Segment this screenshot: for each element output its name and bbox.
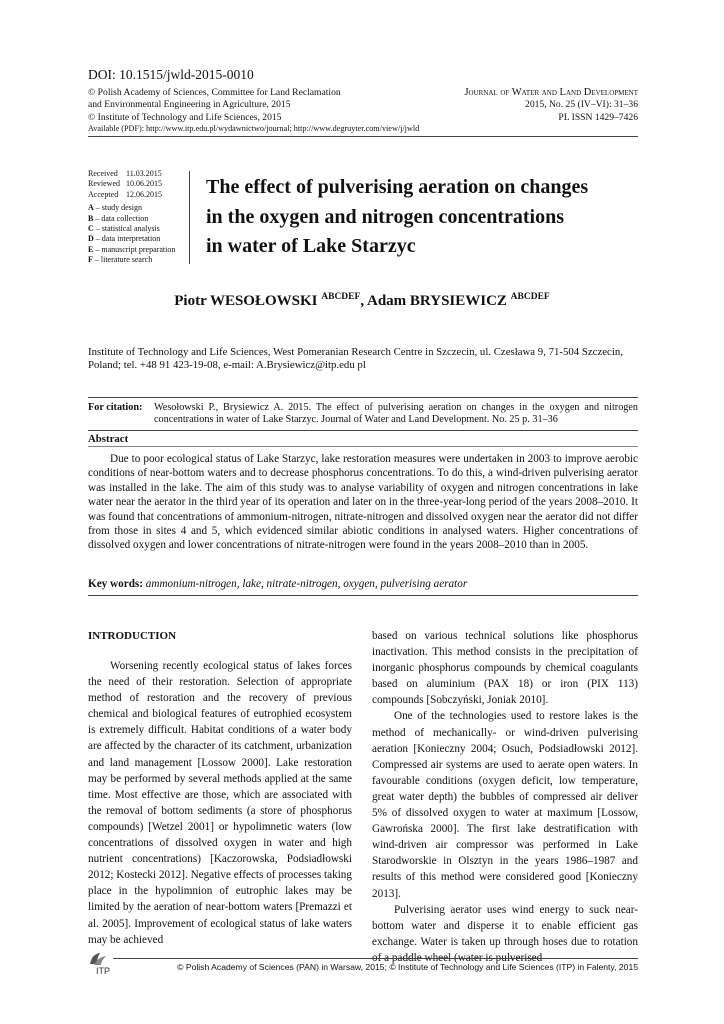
copyright-line: © Polish Academy of Sciences, Committee for Land Reclamation: [88, 87, 341, 98]
footer-divider: [113, 958, 638, 959]
contribution-text: – manuscript preparation: [93, 244, 176, 254]
citation-label: For citation:: [88, 402, 143, 413]
authors: [0, 292, 724, 310]
author-separator: ,: [360, 293, 367, 309]
article-title: [206, 173, 636, 262]
paragraph: Pulverising aerator uses wind energy to suck near-bottom water and disperse it to enable efficient gas exchange. Water is taken up through hoses due to rotation of a paddle wheel (water is pulverised: [372, 903, 638, 964]
footer-text: © Polish Academy of Sciences (PAN) in Warsaw, 2015; © Institute of Technology and Life Sciences (ITP) in Falenty, 2015: [177, 962, 638, 972]
author-name: Adam BRYSIEWICZ: [367, 293, 507, 309]
itp-logo-icon: [88, 950, 118, 976]
abstract-heading: Abstract: [88, 433, 129, 445]
journal-issn: PL ISSN 1429–7426: [558, 111, 638, 123]
history-date-label: Accepted: [88, 189, 119, 199]
keywords-text: ammonium-nitrogen, lake, nitrate-nitrogen, oxygen, pulverising aerator: [145, 578, 468, 590]
contribution-text: – data collection: [93, 213, 149, 223]
history-date: [88, 179, 188, 189]
citation-text: Wesołowski P., Brysiewicz A. 2015. The effect of pulverising aeration on changes in the oxygen and nitrogen concentrations in water of Lake Starzyc. Journal of Water and Land Development. No. 25 p. 31–36: [154, 402, 638, 426]
contribution-text: – literature search: [92, 255, 153, 265]
section-heading: INTRODUCTION: [88, 630, 177, 642]
journal-block: [358, 87, 638, 124]
article-history: [88, 169, 188, 266]
paragraph: One of the technologies used to restore lakes is the method of mechanically- or wind-driven pulverising aeration [Konieczny 2004; Osuch, Podsiadłowski 2012]. Compressed air systems are used to aerate open waters. In favourable conditions (oxygen deficit, low temperature, great water depth) the bubbles of compressed air deliver 5% of dissolved oxygen to water at maximum [Lossow, Gawrońska 2000]. The first lake destratification with wind-driven air compressor was performed in Lake Starodworskie in Olsztyn in the years 1986–1987 and results of this method were considered good [Konieczny 2013].: [372, 710, 638, 900]
paragraph: based on various technical solutions like phosphorus inactivation. This method consists in the precipitation of inorganic phosphorus compounds by chemical coagulants based on aluminium (PAX 18) or iron (PIX 113) compounds [Sobczyński, Joniak 2010].: [372, 630, 638, 707]
contribution-item: [88, 214, 188, 224]
contribution-item: [88, 203, 188, 213]
contribution-key: A: [88, 203, 94, 213]
contribution-text: – statistical analysis: [93, 224, 160, 234]
doi: DOI: 10.1515/jwld-2015-0010: [88, 67, 254, 82]
contribution-key: F: [88, 255, 93, 265]
copyright-line: and Environmental Engineering in Agriculture, 2015: [88, 99, 291, 111]
paragraph: Worsening recently ecological status of lakes forces the need of their restoration. Selection of appropriate method of restoration and the recovery of previous chemical and biological features of eutrophied ecosystem is extremely difficult. Habitat conditions of a water body are affected by the character of its catchment, urbanization and land management [Lossow 2000]. Lake restoration may be performed by several methods applied at the same time. Most effective are those, which are associated with the removal of bottom sediments (a store of phosphorus compounds) [Wetzel 2001] or hypolimnetic waters (low concentrations of dissolved oxygen in water and high nutrient concentrations) [Kaczorowska, Podsiadłowski 2012; Kostecki 2012]. Negative effects of processes taking place in the hypolimnion of eutrophic lakes may be limited by the aeration of near-bottom waters [Premazzi et al. 2005]. Improvement of ecological status of lake waters may be achieved: [88, 660, 352, 946]
contribution-key: E: [88, 244, 94, 254]
contribution-text: – study design: [93, 203, 143, 213]
header-divider: [88, 136, 638, 137]
intro-right-column: [372, 628, 638, 966]
keywords-label: Key words:: [88, 578, 143, 590]
copyright-block: [88, 87, 388, 124]
logo-text: ITP: [96, 966, 111, 976]
author-contribution: ABCDEF: [321, 292, 361, 302]
abstract-text: Due to poor ecological status of Lake Starzyc, lake restoration measures were undertaken in 2003 to improve aerobic conditions of near-bottom waters and to decrease phosphorus concentrations. To do this, a wind-driven pulverising aerator was installed in the lake. The aim of this study was to analyse variability of oxygen and nitrogen concentrations in lake water near the aerator in the third year of its operation and later on in the three-year-long period of the years 2008–2010. It was found that concentrations of ammonium-nitrogen, nitrate-nitrogen and dissolved oxygen near the aerator did not differ from those in sites 4 and 5, which evidenced similar abiotic conditions in analysed waters. Higher concentrations of dissolved oxygen and lower concentrations of nitrate-nitrogen were found in the years 2008–2010 than in 2005.: [88, 453, 638, 552]
title-line: The effect of pulverising aeration on changes: [206, 176, 589, 198]
contribution-item: [88, 234, 188, 244]
keywords: [88, 578, 640, 590]
affiliation: Institute of Technology and Life Sciences, West Pomeranian Research Centre in Szczecin, ul. Czesława 9, 71-504 Szczecin, Poland; tel. +48 91 423-19-08, e-mail: A.Brysiewicz@itp.edu pl: [88, 346, 623, 372]
intro-left-column: [88, 658, 352, 948]
history-date-label: Received: [88, 169, 118, 178]
history-date-value: 11.03.2015: [126, 169, 162, 178]
title-line: in water of Lake Starzyc: [206, 235, 416, 257]
contribution-item: [88, 224, 188, 234]
contribution-item: [88, 255, 188, 265]
citation-divider: [88, 397, 638, 398]
contribution-key: D: [88, 234, 94, 244]
side-divider: [189, 171, 190, 264]
abstract-underline: [88, 446, 638, 447]
keywords-divider: [88, 595, 638, 596]
contribution-key: C: [88, 224, 94, 234]
contribution-text: – data interpretation: [93, 234, 161, 244]
author-name: Piotr WESOŁOWSKI: [174, 293, 318, 309]
abstract-divider: [88, 430, 638, 431]
availability-line: Available (PDF): http://www.itp.edu.pl/wydawnictwo/journal; http://www.degruyter.com/view/j/jwld: [88, 124, 420, 133]
contribution-key: B: [88, 213, 94, 223]
history-date-label: Reviewed: [88, 179, 120, 189]
history-date-value: 12.06.2015: [126, 189, 162, 199]
contribution-item: [88, 245, 188, 255]
title-line: in the oxygen and nitrogen concentrations: [206, 205, 564, 228]
copyright-line: © Institute of Technology and Life Sciences, 2015: [88, 111, 282, 123]
journal-issue: 2015, No. 25 (IV–VI): 31–36: [525, 99, 638, 111]
author-contribution: ABCDEF: [510, 292, 550, 302]
journal-title: Journal of Water and Land Development: [464, 87, 638, 98]
history-date: [88, 169, 188, 179]
history-date: [88, 190, 188, 200]
history-date-value: 10.06.2015: [126, 179, 162, 189]
